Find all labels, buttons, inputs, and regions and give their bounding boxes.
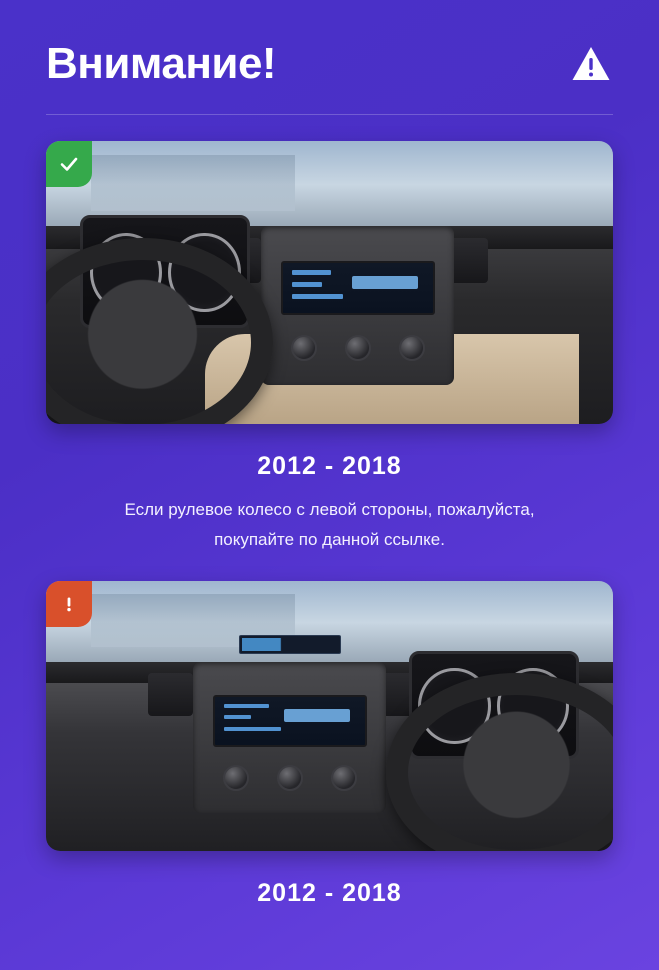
description-line-2: покупайте по данной ссылке. (214, 530, 445, 550)
page-title: Внимание! (46, 39, 277, 88)
caption-rhd (46, 879, 613, 908)
check-icon (59, 154, 79, 174)
center-console (261, 226, 454, 384)
knob-right (399, 335, 425, 361)
year-label-rhd: 2012 - 2018 (257, 878, 402, 907)
photo-card-lhd[interactable] (46, 141, 613, 424)
description-lhd (46, 495, 613, 555)
head-unit-screen (213, 695, 367, 746)
caption-lhd (46, 452, 613, 555)
exclamation-icon (59, 594, 79, 614)
air-vent-left (148, 673, 193, 716)
photo-card-rhd[interactable] (46, 581, 613, 851)
page-header (46, 0, 613, 114)
console-knobs (209, 753, 371, 804)
head-unit-screen (281, 261, 435, 315)
center-console (193, 662, 386, 813)
warning-triangle-icon (569, 42, 613, 86)
info-display (239, 635, 341, 654)
knob-right (331, 765, 357, 791)
description-line-1: Если рулевое колесо с левой стороны, пожалуйста, (124, 500, 535, 520)
car-interior-image-lhd (46, 141, 613, 424)
console-knobs (277, 321, 439, 375)
header-divider (46, 114, 613, 115)
status-badge-ok (46, 141, 92, 187)
car-interior-image-rhd (46, 581, 613, 851)
knob-left (291, 335, 317, 361)
knob-center (277, 765, 303, 791)
year-label-lhd: 2012 - 2018 (257, 452, 402, 481)
knob-left (223, 765, 249, 791)
status-badge-warning (46, 581, 92, 627)
knob-center (345, 335, 371, 361)
